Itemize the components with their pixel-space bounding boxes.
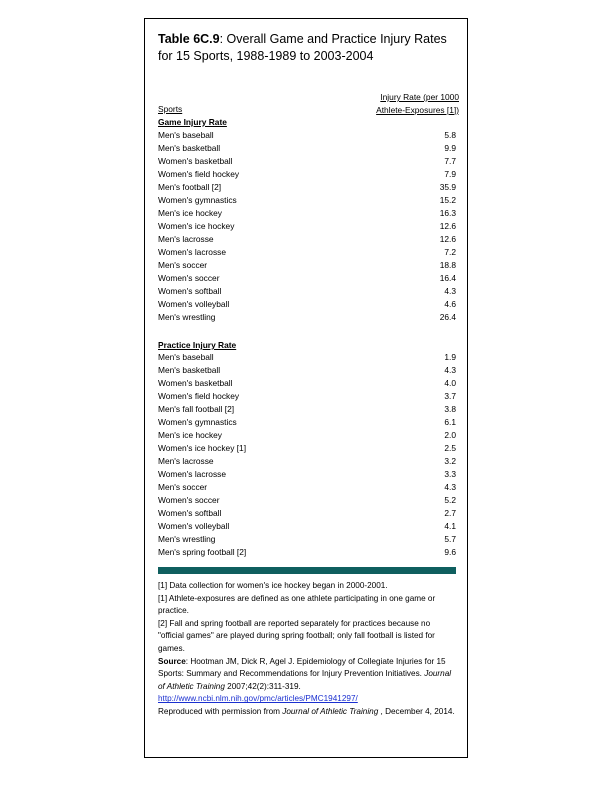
rate-cell: 4.3: [444, 365, 456, 375]
table-row: [158, 390, 456, 403]
practice-rows: [158, 351, 456, 559]
source-note: [158, 656, 458, 694]
source-text: : Hootman JM, Dick R, Agel J. Epidemiology of Collegiate Injuries for 15 Sports: Summary and Recommendations for Injury Prevention Initiatives.: [158, 656, 446, 679]
rate-cell: 26.4: [439, 312, 456, 322]
source-label: Source: [158, 656, 186, 666]
sport-cell: Women's field hockey: [158, 169, 240, 179]
table-row: [158, 403, 456, 416]
table-row: [158, 533, 456, 546]
footnote-2: [1] Athlete-exposures are defined as one athlete participating in one game or practice.: [158, 593, 436, 616]
footnote-1: [1] Data collection for women's ice hockey began in 2000-2001.: [158, 581, 388, 590]
sport-cell: Men's lacrosse: [158, 456, 214, 466]
sport-cell: Women's soccer: [158, 273, 220, 283]
rate-cell: 9.6: [444, 547, 456, 557]
rate-cell: 12.6: [439, 234, 456, 244]
table-label: Table 6C.9: [158, 32, 220, 46]
rate-cell: 5.7: [444, 534, 456, 544]
rate-cell: 3.3: [444, 469, 456, 479]
rate-cell: 2.5: [444, 443, 456, 453]
sport-cell: Men's soccer: [158, 260, 208, 270]
table-row: [158, 246, 456, 259]
table-row: [158, 311, 456, 324]
table-row: [158, 494, 456, 507]
sport-cell: Men's fall football [2]: [158, 404, 235, 414]
sport-cell: Men's wrestling: [158, 312, 216, 322]
rate-cell: 7.2: [444, 247, 456, 257]
table-row: [158, 168, 456, 181]
rate-cell: 12.6: [439, 221, 456, 231]
table-row: [158, 129, 456, 142]
sport-cell: Men's lacrosse: [158, 234, 214, 244]
table-title-text: : Overall Game and Practice Injury Rates for 15 Sports, 1988-1989 to 2003-2004: [158, 32, 447, 63]
sport-cell: Men's football [2]: [158, 182, 222, 192]
sport-cell: Men's basketball: [158, 365, 221, 375]
source-link[interactable]: http://www.ncbi.nlm.nih.gov/pmc/articles/PMC1941297/: [158, 694, 358, 704]
rate-cell: 7.7: [444, 156, 456, 166]
rate-cell: 15.2: [439, 195, 456, 205]
sport-cell: Women's ice hockey [1]: [158, 443, 247, 453]
rate-cell: 4.0: [444, 378, 456, 388]
sport-cell: Women's gymnastics: [158, 195, 237, 205]
sport-cell: Women's gymnastics: [158, 417, 237, 427]
table-row: [158, 377, 456, 390]
sport-cell: Women's basketball: [158, 378, 233, 388]
table-row: [158, 233, 456, 246]
reproduction-note: [158, 706, 458, 719]
divider-bar: [158, 567, 456, 574]
repro-text: Reproduced with permission from: [158, 706, 283, 716]
rate-cell: 4.3: [444, 482, 456, 492]
rate-cell: 16.3: [439, 208, 456, 218]
rate-cell: 4.3: [444, 286, 456, 296]
sport-cell: Men's wrestling: [158, 534, 216, 544]
source-journal: Journal of Athletic Training: [158, 669, 452, 691]
rate-cell: 7.9: [444, 169, 456, 179]
table-row: [158, 259, 456, 272]
rate-cell: 3.2: [444, 456, 456, 466]
source-citation: 2007;42(2):311-319.: [224, 681, 301, 691]
sport-cell: Men's soccer: [158, 482, 208, 492]
sports-column-header: Sports: [158, 104, 183, 114]
rate-cell: 5.8: [444, 130, 456, 140]
rate-cell: 2.0: [444, 430, 456, 440]
repro-date: , December 4, 2014.: [378, 706, 455, 716]
table-row: [158, 416, 456, 429]
table-row: [158, 194, 456, 207]
table-title: [158, 31, 458, 65]
sport-cell: Women's volleyball: [158, 299, 230, 309]
sport-cell: Women's soccer: [158, 495, 220, 505]
table-row: [158, 468, 456, 481]
table-row: [158, 181, 456, 194]
rate-cell: 1.9: [444, 352, 456, 362]
rate-cell: 35.9: [439, 182, 456, 192]
rate-cell: 2.7: [444, 508, 456, 518]
sport-cell: Women's softball: [158, 286, 222, 296]
table-row: [158, 155, 456, 168]
table-row: [158, 442, 456, 455]
table-row: [158, 142, 456, 155]
footnote-3: [2] Fall and spring football are reported separately for practices because no "official games" are played during spring football; only fall football is listed for games.: [158, 618, 435, 653]
rate-cell: 5.2: [444, 495, 456, 505]
rate-header-line2: Athlete-Exposures [1]): [376, 104, 459, 115]
rate-cell: 9.9: [444, 143, 456, 153]
rate-column-header: [376, 91, 459, 116]
sport-cell: Women's field hockey: [158, 391, 240, 401]
rate-header-line1: Injury Rate (per 1000: [380, 92, 459, 102]
table-row: [158, 272, 456, 285]
table-row: [158, 481, 456, 494]
sport-cell: Men's spring football [2]: [158, 547, 247, 557]
sport-cell: Women's volleyball: [158, 521, 230, 531]
rate-cell: 6.1: [444, 417, 456, 427]
rate-cell: 3.7: [444, 391, 456, 401]
sport-cell: Men's baseball: [158, 130, 214, 140]
rate-cell: 4.1: [444, 521, 456, 531]
repro-journal: Journal of Athletic Training: [282, 706, 379, 716]
table-row: [158, 429, 456, 442]
sport-cell: Women's lacrosse: [158, 247, 227, 257]
sport-cell: Women's ice hockey: [158, 221, 235, 231]
rate-cell: 3.8: [444, 404, 456, 414]
sport-cell: Women's lacrosse: [158, 469, 227, 479]
sport-cell: Men's ice hockey: [158, 430, 222, 440]
sport-cell: Men's ice hockey: [158, 208, 222, 218]
table-row: [158, 455, 456, 468]
table-row: [158, 364, 456, 377]
game-rows: [158, 129, 456, 324]
practice-section-heading: Practice Injury Rate: [158, 340, 237, 350]
table-row: [158, 351, 456, 364]
sport-cell: Women's basketball: [158, 156, 233, 166]
sport-cell: Women's softball: [158, 508, 222, 518]
table-row: [158, 220, 456, 233]
game-section-heading: Game Injury Rate: [158, 117, 227, 127]
table-row: [158, 298, 456, 311]
footnotes: [158, 580, 458, 719]
rate-cell: 16.4: [439, 273, 456, 283]
sport-cell: Men's basketball: [158, 143, 221, 153]
table-row: [158, 507, 456, 520]
table-row: [158, 546, 456, 559]
rate-cell: 4.6: [444, 299, 456, 309]
table-row: [158, 520, 456, 533]
table-row: [158, 285, 456, 298]
rate-cell: 18.8: [439, 260, 456, 270]
table-row: [158, 207, 456, 220]
sport-cell: Men's baseball: [158, 352, 214, 362]
